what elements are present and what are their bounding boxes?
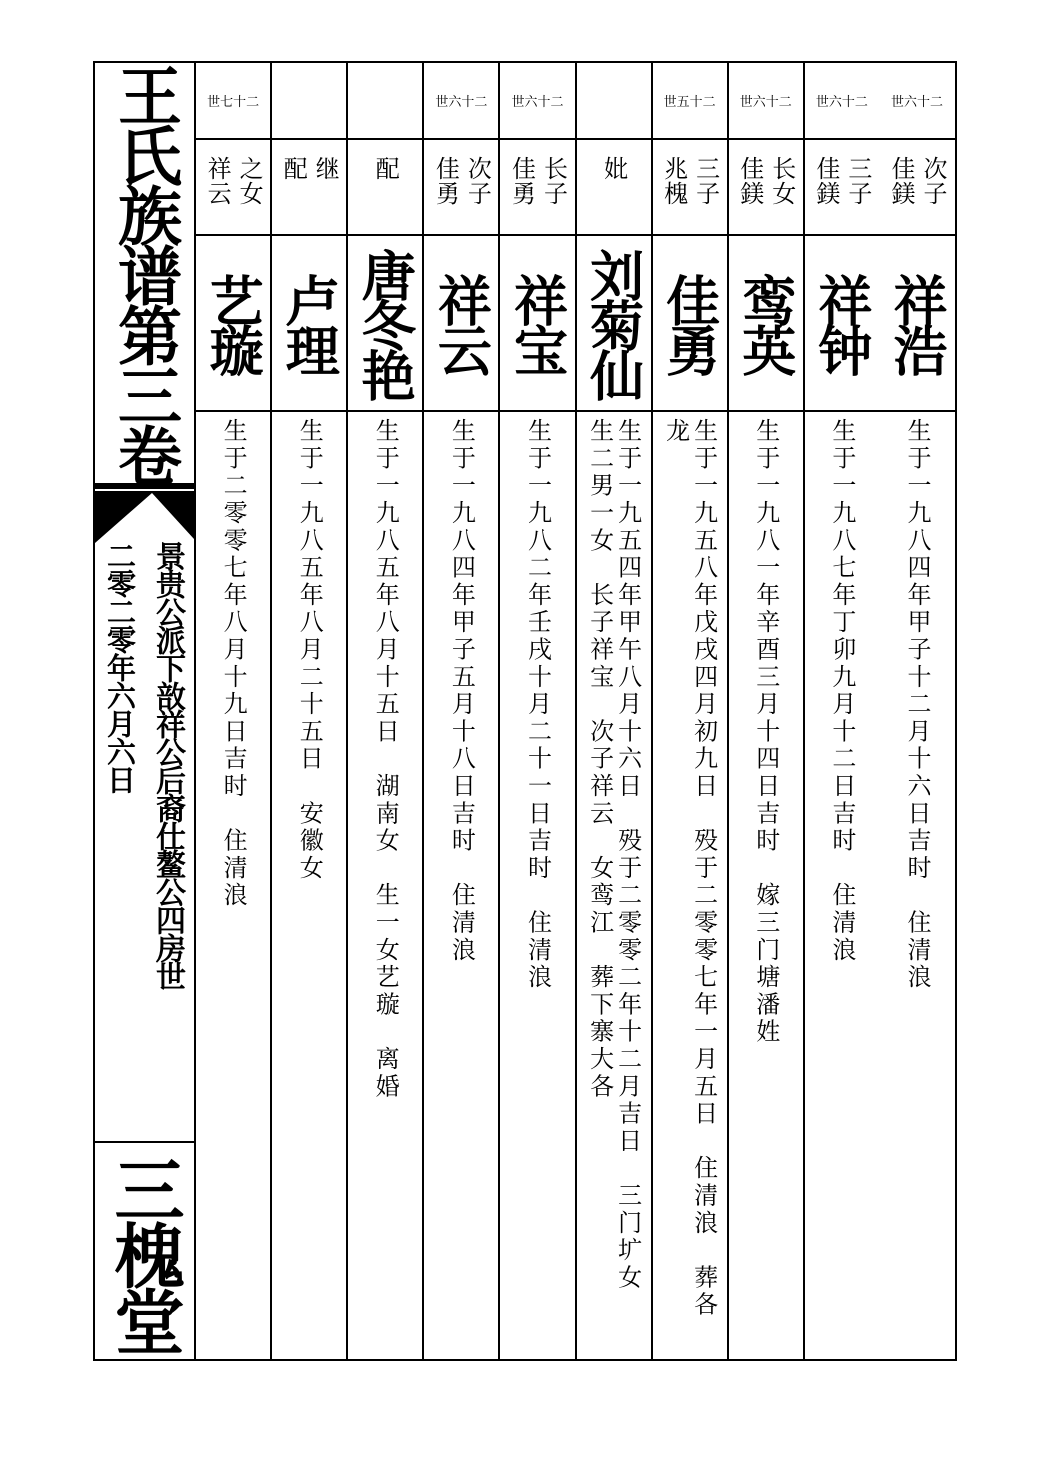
biography-cell (272, 412, 346, 1357)
generation-cell: 世六十二 (805, 63, 879, 140)
relation-cell (424, 140, 498, 236)
biography-text: 生二男一女 长子祥宝 次子祥云 女鸾江 葬下寨大各 (585, 418, 614, 1101)
entry-column (270, 63, 346, 1359)
biography-cell (805, 412, 879, 1357)
person-name-cell (272, 236, 346, 412)
relation-text: 三子 (691, 156, 720, 206)
biography-cell (424, 412, 498, 1357)
person-name: 卢理 (277, 273, 342, 373)
person-name: 祥云 (429, 273, 494, 373)
relation-text: 佳鎂 (811, 156, 840, 206)
relation-text: 妣 (599, 156, 628, 181)
entry-column (651, 63, 727, 1359)
person-name-cell (879, 236, 955, 412)
relation-text: 佳鎂 (735, 156, 764, 206)
entry-column (803, 63, 879, 1359)
biography-text: 龙 (661, 418, 690, 446)
biography-cell (879, 412, 955, 1357)
biography-text: 生于一九八四年甲子五月十八日吉时 住清浪 (447, 418, 476, 964)
entry-column (575, 63, 651, 1359)
relation-cell (272, 140, 346, 236)
generation-cell: 世七十二 (196, 63, 270, 140)
person-name: 艺璇 (201, 273, 266, 373)
biography-cell (348, 412, 422, 1357)
person-name-cell (653, 236, 727, 412)
biography-text: 生于一九五八年戊戌四月初九日 殁于二零零七年一月五日 住清浪 葬各 (689, 418, 718, 1319)
relation-text: 之女 (235, 156, 264, 206)
biography-text: 生于一九八一年辛酉三月十四日吉时 嫁三门塘潘姓 (751, 418, 780, 1046)
relation-cell (729, 140, 803, 236)
entry-column (879, 63, 955, 1359)
generation-cell: 世六十二 (500, 63, 574, 140)
person-name-cell (500, 236, 574, 412)
person-name-cell (729, 236, 803, 412)
relation-text: 长女 (767, 156, 796, 206)
relation-cell (879, 140, 955, 236)
relation-cell (577, 140, 651, 236)
relation-text: 祥云 (203, 156, 232, 206)
person-name: 刘菊仙 (581, 248, 646, 398)
relation-text: 次子 (463, 156, 492, 206)
entry-column (194, 63, 270, 1359)
generation-cell (577, 63, 651, 140)
relation-text: 佳勇 (507, 156, 536, 206)
title-divider (95, 483, 194, 489)
person-name: 佳勇 (657, 273, 722, 373)
biography-text: 生于一九八七年丁卯九月十二日吉时 住清浪 (827, 418, 856, 964)
biography-cell (196, 412, 270, 1357)
biography-cell (577, 412, 651, 1357)
chevron-ornament (95, 491, 194, 543)
relation-text: 长子 (539, 156, 568, 206)
person-name-cell (348, 236, 422, 412)
entry-column (498, 63, 574, 1359)
person-name: 祥浩 (884, 273, 949, 373)
relation-text: 配 (371, 156, 400, 181)
relation-text: 继 (311, 156, 340, 181)
generation-cell: 世五十二 (653, 63, 727, 140)
person-name: 祥宝 (505, 273, 570, 373)
relation-cell (196, 140, 270, 236)
relation-text: 三子 (843, 156, 872, 206)
person-name-cell (196, 236, 270, 412)
relation-text: 兆槐 (659, 156, 688, 206)
entry-column (727, 63, 803, 1359)
branch-lineage: 景贵公派下敨祥公后裔仕鳌公四房世 (150, 541, 185, 989)
relation-cell (805, 140, 879, 236)
generation-cell (348, 63, 422, 140)
person-name: 唐冬艳 (353, 248, 418, 398)
person-name: 鸾英 (733, 273, 798, 373)
person-name-cell (424, 236, 498, 412)
relation-text: 佳鎂 (886, 156, 915, 206)
biography-text: 生于一九五四年甲午八月十六日 殁于二零零二年十二月吉日 三门圹女 (613, 418, 642, 1292)
compile-date: 二零二零年六月六日 (103, 541, 137, 793)
person-name: 祥钟 (809, 273, 874, 373)
genealogy-page (93, 61, 957, 1361)
biography-cell (653, 412, 727, 1357)
title-column (95, 63, 196, 1359)
biography-cell (500, 412, 574, 1357)
biography-text: 生于一九八二年壬戌十月二十一日吉时 住清浪 (523, 418, 552, 992)
generation-cell (272, 63, 346, 140)
relation-text: 配 (279, 156, 308, 181)
relation-text: 佳勇 (431, 156, 460, 206)
relation-cell (500, 140, 574, 236)
entry-table (194, 63, 955, 1359)
biography-text: 生于一九八五年八月十五日 湖南女 生一女艺璇 离婚 (371, 418, 400, 1101)
person-name-cell (577, 236, 651, 412)
relation-text: 次子 (918, 156, 947, 206)
biography-text: 生于一九八四年甲子十二月十六日吉时 住清浪 (902, 418, 931, 992)
relation-cell (348, 140, 422, 236)
generation-cell: 世六十二 (729, 63, 803, 140)
generation-cell: 世六十二 (879, 63, 955, 140)
relation-cell (653, 140, 727, 236)
book-title: 王氏族谱第三卷 (107, 63, 182, 483)
entry-column (346, 63, 422, 1359)
biography-cell (729, 412, 803, 1357)
hall-divider (95, 1141, 194, 1143)
biography-text: 生于一九八五年八月二十五日 安徽女 (295, 418, 324, 883)
generation-cell: 世六十二 (424, 63, 498, 140)
biography-text: 生于二零零七年八月十九日吉时 住清浪 (219, 418, 248, 910)
person-name-cell (805, 236, 879, 412)
hall-name: 三槐堂 (103, 1154, 186, 1352)
entry-column (422, 63, 498, 1359)
